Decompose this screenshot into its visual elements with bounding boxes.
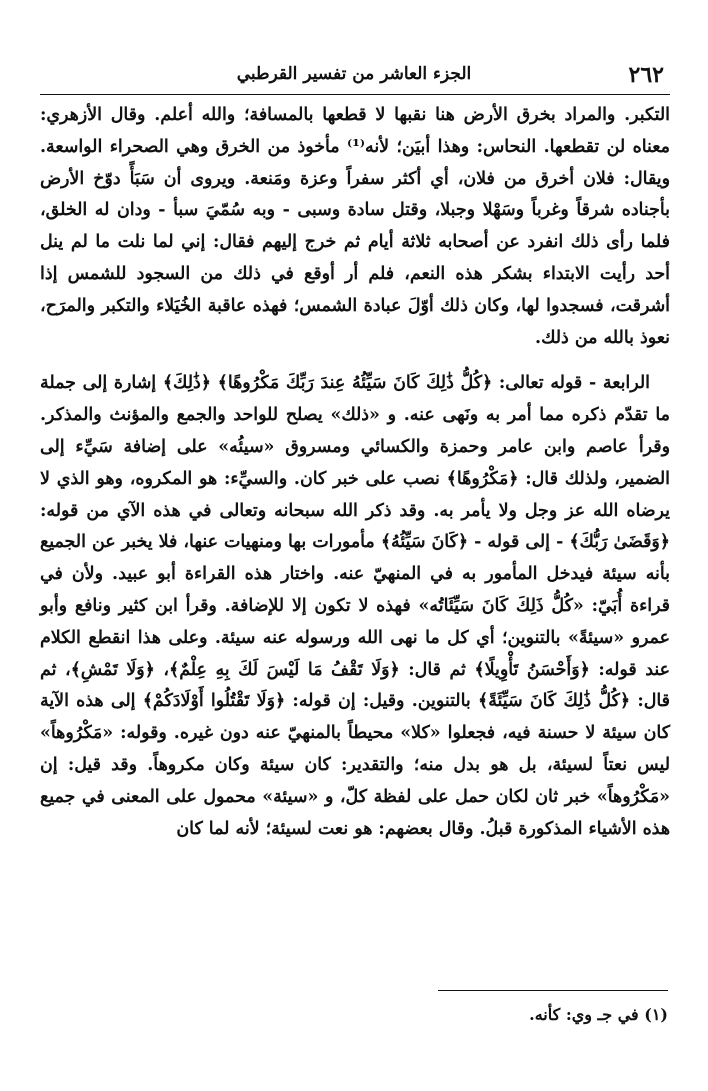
main-text (40, 100, 670, 845)
footnote-rule (438, 990, 668, 991)
paragraph-2: الرابعة - قوله تعالى: ﴿كُلُّ ذَٰلِكَ كَانَ سَيِّئُهُ عِندَ رَبِّكَ مَكْرُوهًا﴾ ﴿ذَٰلِكَ﴾ إشارة إلى جملة ما تقدّم ذكره مما أمر به ونَهى عنه. و «ذلك» يصلح للواحد والجمع والمؤنث والمذكر. وقرأ عاصم وابن عامر وحمزة والكسائي ومسروق «سيئُه» على إضافة سَيِّء إلى الضمير، ولذلك قال: ﴿مَكْرُوهًا﴾ نصب على خبر كان. والسيِّء: هو المكروه، وهو الذي لا يرضاه الله عز وجل ولا يأمر به. وقد ذكر الله سبحانه وتعالى في هذه الآي من قوله: ﴿وَقَضَىٰ رَبُّكَ﴾ - إلى قوله - ﴿كَانَ سَيِّئُهُ﴾ مأمورات بها ومنهيات عنها، فلا يخبر عن الجميع بأنه سيئة فيدخل المأمور به في المنهيّ عنه. واختار هذه القراءة أبو عبيد. ولأن في قراءة أُبَيّ: «كُلُّ ذَلِكَ كَانَ سَيِّئَاتُه» فهذه لا تكون إلا للإضافة. وقرأ ابن كثير ونافع وأبو عمرو «سيئةً» بالتنوين؛ أي كل ما نهى الله ورسوله عنه سيئة. وعلى هذا انقطع الكلام عند قوله: ﴿وَأَحْسَنُ تَأْوِيلًا﴾ ثم قال: ﴿وَلَا تَقْفُ مَا لَيْسَ لَكَ بِهِ عِلْمٌ﴾، ﴿وَلَا تَمْشِ﴾، ثم قال: ﴿كُلُّ ذَٰلِكَ كَانَ سَيِّئَةً﴾ بالتنوين. وقيل: إن قوله: ﴿وَلَا تَقْتُلُوا أَوْلَادَكُمْ﴾ إلى هذه الآية كان سيئة لا حسنة فيه، فجعلوا «كلا» محيطاً بالمنهيّ عنه دون غيره. وقوله: «مَكْرُوهاً» ليس نعتاً لسيئة، بل هو بدل منه؛ والتقدير: كان سيئة وكان مكروهاً. وقد قيل: إن «مَكْرُوهاً» خبر ثان لكان حمل على لفظة كلّ، و «سيئة» محمول على المعنى في جميع هذه الأشياء المذكورة قبلُ. وقال بعضهم: هو نعت لسيئة؛ لأنه لما كان (40, 373, 670, 839)
page-number: ٢٦٢ (628, 62, 664, 88)
footnote: (١) في جـ وي: كأنه. (529, 1005, 668, 1024)
running-title: الجزء العاشر من تفسير القرطبي (236, 64, 472, 84)
header-rule (40, 94, 670, 95)
paragraph-1: التكبر. والمراد بخرق الأرض هنا نقبها لا قطعها بالمسافة؛ والله أعلم. وقال الأزهري: معناه لن تقطعها. النحاس: وهذا أبيَن؛ لأنه⁽¹⁾ مأخوذ من الخرق وهي الصحراء الواسعة. ويقال: فلان أخرق من فلان، أي أكثر سفراً وعزة ومَنعة. ويروى أن سَبَأً دوّخ الأرض بأجناده شرقاً وغرباً وسَهْلا وجبلا، وقتل سادة وسبى - وبه سُمّيَ سبأ - ودان له الخلق، فلما رأى ذلك انفرد عن أصحابه ثلاثة أيام ثم خرج إليهم فقال: إني لما نلت ما لم ينل أحد رأيت الابتداء بشكر هذه النعم، فلم أر أوقع في ذلك من السجود للشمس إذا أشرقت، فسجدوا لها، وكان ذلك أوّلَ عبادة الشمس؛ فهذه عاقبة الخُيَلاء والتكبر والمرَح، نعوذ بالله من ذلك. (40, 105, 670, 348)
page-header (40, 58, 668, 92)
